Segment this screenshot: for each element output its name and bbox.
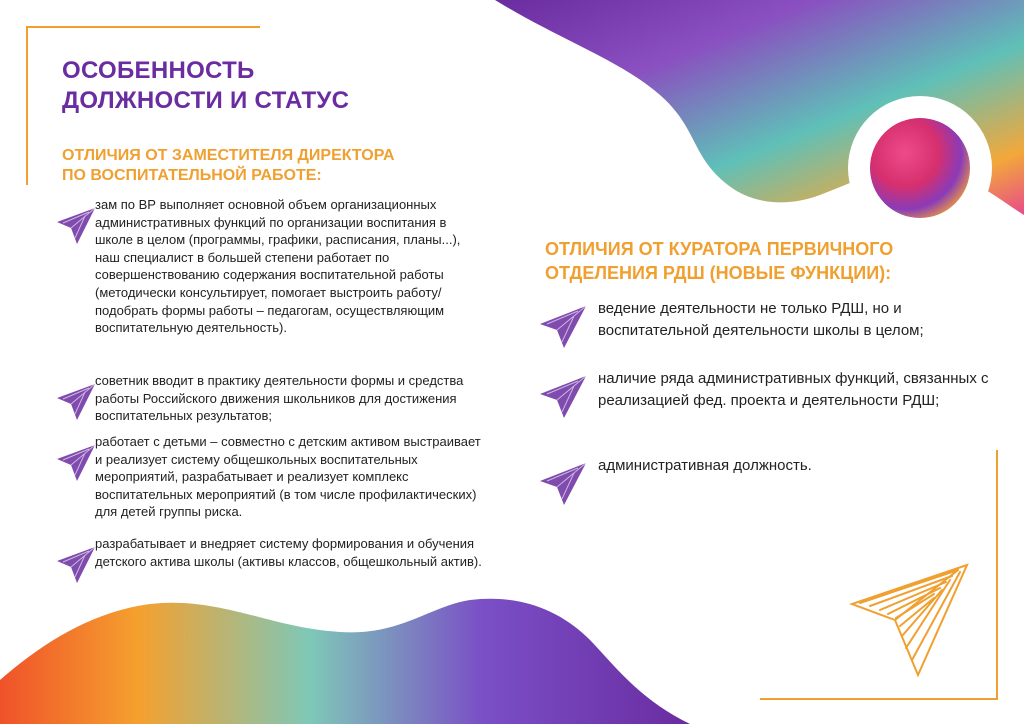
list-item-text: наличие ряда административных функций, связанных с реализацией фед. проекта и деятельности РДШ; [598, 370, 989, 409]
paper-plane-icon [538, 304, 588, 350]
list-item-text: советник вводит в практику деятельности формы и средства работы Российского движения школьников для достижения воспитательных результатов; [95, 373, 464, 424]
list-item-text: работает с детьми – совместно с детским активом выстраивает и реализует систему общешкольных воспитательных мероприятий, разрабатывает и реализует комплекс воспитательных мероприятий (в том числе профилактических) для детей группы риска. [95, 434, 481, 520]
bottom-wave [0, 599, 690, 724]
title-line: ДОЛЖНОСТИ И СТАТУС [62, 87, 350, 114]
paper-plane-icon [538, 374, 588, 420]
paper-plane-icon [55, 443, 97, 483]
title-line: ОСОБЕННОСТЬ [62, 57, 255, 84]
gradient-ball [870, 118, 970, 218]
paper-plane-icon [55, 382, 97, 422]
subtitle-line: ОТЛИЧИЯ ОТ ЗАМЕСТИТЕЛЯ ДИРЕКТОРА [62, 147, 395, 164]
subtitle-line: ОТЛИЧИЯ ОТ КУРАТОРА ПЕРВИЧНОГО [545, 239, 894, 259]
paper-plane-icon [538, 461, 588, 507]
subtitle-line: ПО ВОСПИТАТЕЛЬНОЙ РАБОТЕ: [62, 167, 322, 184]
page-title [62, 56, 482, 116]
right-subtitle [545, 237, 985, 285]
frame-bottom-right [760, 450, 997, 699]
list-item-text: разрабатывает и внедряет систему формирования и обучения детского актива школы (активы классов, общешкольный актив). [95, 536, 482, 569]
list-item-text: административная должность. [598, 457, 812, 474]
paper-plane-icon [55, 545, 97, 585]
paper-plane-sketch-icon [852, 565, 967, 675]
left-subtitle [62, 146, 482, 186]
list-item-text: зам по ВР выполняет основной объем организационных административных функций по организации воспитания в школе в целом (программы, графики, расписания, планы...), наш специалист в большей степени работает по совершенствованию содержания воспитательной работы (методически консультирует, помогает выстроить работу/ подобрать формы работы – педагогам, осуществляющим воспитательную деятельность). [95, 197, 461, 336]
list-item-text: ведение деятельности не только РДШ, но и воспитательной деятельности школы в целом; [598, 300, 924, 339]
paper-plane-icon [55, 206, 97, 246]
subtitle-line: ОТДЕЛЕНИЯ РДШ (НОВЫЕ ФУНКЦИИ): [545, 263, 892, 283]
